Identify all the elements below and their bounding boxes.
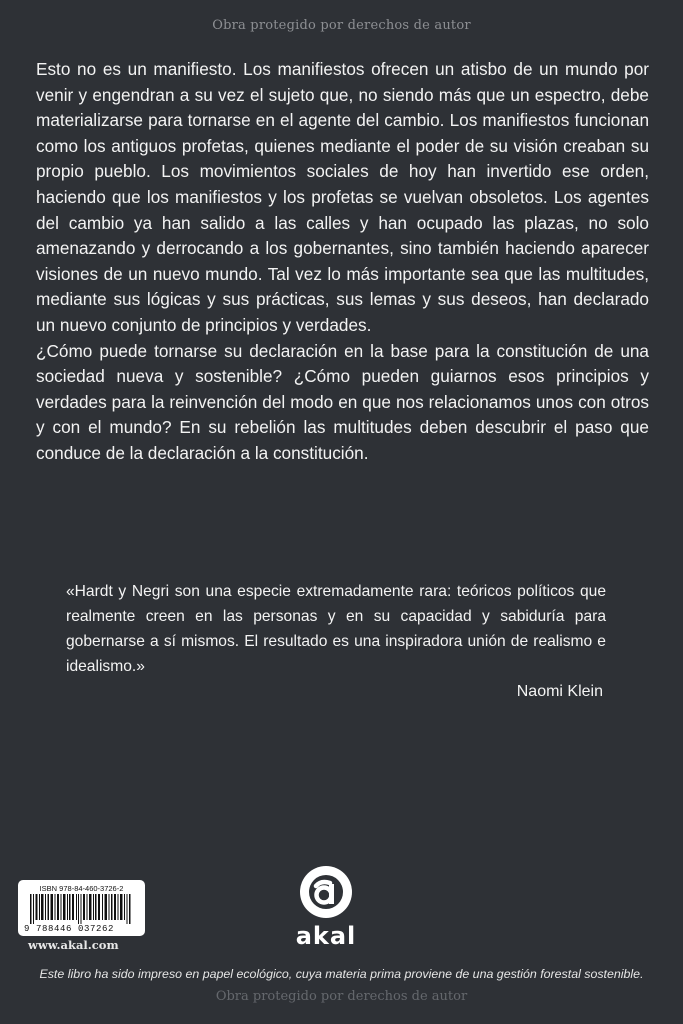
blurb-quote: «Hardt y Negri son una especie extremadamente rara: teóricos políticos que realmente creen en las personas y en su capacidad y sabiduría para gobernarse a sí mismos. El resultado es una inspiradora unión de realismo e idealismo.» — [66, 583, 606, 675]
watermark-bottom: Obra protegido por derechos de autor — [215, 989, 468, 1004]
barcode-icon — [30, 894, 134, 924]
paragraph-1: Esto no es un manifiesto. Los manifiestos ofrecen un atisbo de un mundo por venir y engendran a su vez el sujeto que, no siendo más que un espectro, debe materializarse para tornarse en el agente del cambio. Los manifiestos funcionan como los antiguos profetas, quienes mediante el poder de su visión creaban su propio pueblo. Los movimientos sociales de hoy han invertido ese orden, haciendo que los manifiestos y los profetas se vuelvan obsoletos. Los agentes del cambio ya han salido a las calles y han ocupado las plazas, no solo amenazando y derrocando a los gobernantes, sino también haciendo aparecer visiones de un nuevo mundo. Tal vez lo más importante sea que las multitudes, mediante sus lógicas y sus prácticas, sus lemas y sus deseos, han declarado un nuevo conjunto de principios y verdades. — [36, 59, 649, 335]
barcode-digits: 9 788446 037262 — [24, 924, 115, 934]
publisher-website: www.akal.com — [28, 938, 119, 952]
watermark-top: Obra protegido por derechos de autor — [212, 18, 471, 33]
publisher-name: akal — [295, 922, 357, 950]
isbn-label: ISBN 978-84-460-3726-2 — [39, 884, 124, 893]
blurb-author: Naomi Klein — [516, 683, 603, 700]
eco-paper-note: Este libro ha sido impreso en papel ecológico, cuya materia prima proviene de una gestión forestal sostenible. — [39, 967, 644, 981]
isbn-barcode-box — [18, 880, 145, 936]
paragraph-2: ¿Cómo puede tornarse su declaración en la base para la constitución de una sociedad nueva y sostenible? ¿Cómo pueden guiarnos esos principios y verdades para la reinvención del modo en que nos relacionamos unos con otros y con el mundo? En su rebelión las multitudes deben descubrir el paso que conduce de la declaración a la constitución. — [36, 340, 649, 463]
back-cover-text — [36, 57, 649, 467]
